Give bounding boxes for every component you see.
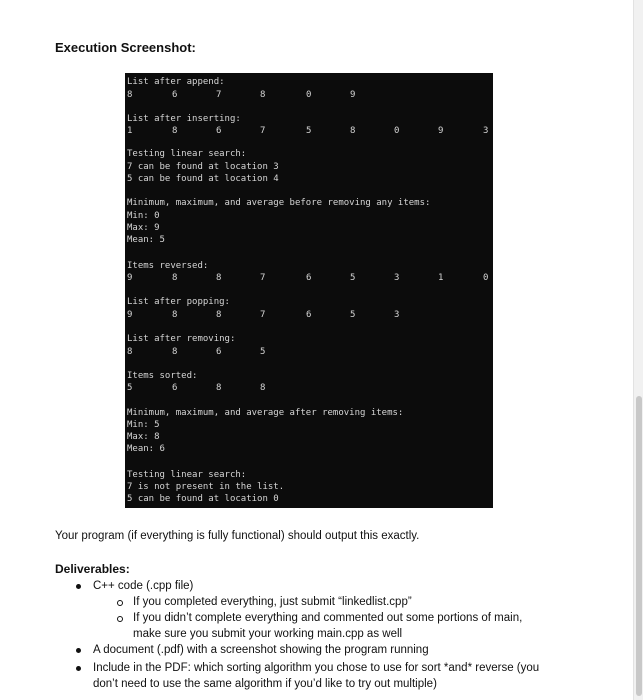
console-line: Testing linear search: (127, 149, 247, 159)
bullet-dot-icon (76, 648, 81, 653)
console-line: Max: 9 (127, 223, 160, 233)
console-value: 5 (127, 383, 133, 393)
console-line: List after inserting: (127, 114, 241, 124)
console-value: 8 (127, 347, 133, 357)
deliverable-item: If you didn’t complete everything and commented out some portions of main, (133, 612, 523, 624)
reversed-values (125, 272, 493, 284)
console-line: Items sorted: (127, 371, 198, 381)
console-line: List after removing: (127, 334, 236, 344)
console-value: 7 (260, 273, 266, 283)
console-line: Minimum, maximum, and average before removing any items: (127, 198, 431, 208)
console-value: 6 (172, 383, 178, 393)
console-value: 6 (306, 310, 312, 320)
console-line: 5 can be found at location 4 (127, 174, 279, 184)
console-value: 6 (216, 126, 222, 136)
console-value: 5 (350, 310, 356, 320)
console-line: Minimum, maximum, and average after removing items: (127, 408, 404, 418)
console-value: 5 (306, 126, 312, 136)
console-value: 1 (127, 126, 133, 136)
bullet-dot-icon (76, 666, 81, 671)
console-value: 8 (260, 383, 266, 393)
bullet-dot-icon (76, 584, 81, 589)
console-value: 3 (483, 126, 489, 136)
console-line: 7 is not present in the list. (127, 482, 285, 492)
console-value: 7 (260, 126, 266, 136)
console-line: 7 can be found at location 3 (127, 162, 279, 172)
console-value: 6 (216, 347, 222, 357)
console-value: 8 (260, 90, 266, 100)
console-value: 9 (438, 126, 444, 136)
console-line: Min: 5 (127, 420, 160, 430)
console-value: 3 (394, 310, 400, 320)
deliverable-item: Include in the PDF: which sorting algorithm you chose to use for sort *and* reverse (you (93, 662, 540, 674)
removing-values (125, 346, 493, 358)
console-value: 7 (260, 310, 266, 320)
sorted-values (125, 382, 493, 394)
console-value: 0 (483, 273, 489, 283)
console-value: 3 (394, 273, 400, 283)
console-value: 5 (260, 347, 266, 357)
deliverable-item: C++ code (.cpp file) (93, 580, 194, 592)
console-value: 9 (350, 90, 356, 100)
console-value: 6 (306, 273, 312, 283)
console-value: 8 (172, 273, 178, 283)
section-heading: Execution Screenshot: (55, 40, 196, 55)
console-value: 9 (127, 273, 133, 283)
console-value: 1 (438, 273, 444, 283)
deliverables-title: Deliverables: (55, 562, 130, 576)
deliverable-item: make sure you submit your working main.cpp as well (133, 628, 403, 640)
console-value: 8 (172, 126, 178, 136)
bullet-circle-icon (117, 600, 123, 606)
console-line: Mean: 5 (127, 235, 165, 245)
popping-values (125, 309, 493, 321)
console-value: 5 (350, 273, 356, 283)
console-screenshot (125, 73, 493, 508)
deliverable-item: If you completed everything, just submit “linkedlist.cpp” (133, 596, 412, 608)
console-value: 8 (172, 310, 178, 320)
console-line: Items reversed: (127, 261, 209, 271)
console-value: 8 (216, 310, 222, 320)
vertical-scrollbar[interactable] (633, 0, 643, 700)
console-value: 8 (216, 383, 222, 393)
console-value: 6 (172, 90, 178, 100)
deliverable-item: don’t need to use the same algorithm if you’d like to try out multiple) (93, 678, 437, 690)
console-value: 7 (216, 90, 222, 100)
console-value: 0 (394, 126, 400, 136)
append-values (125, 89, 493, 101)
deliverable-item: A document (.pdf) with a screenshot showing the program running (93, 644, 429, 656)
console-line: Mean: 6 (127, 444, 165, 454)
console-line: Max: 8 (127, 432, 160, 442)
console-value: 8 (172, 347, 178, 357)
console-line: Min: 0 (127, 211, 160, 221)
instruction-paragraph: Your program (if everything is fully functional) should output this exactly. (55, 530, 420, 542)
console-value: 8 (127, 90, 133, 100)
console-value: 0 (306, 90, 312, 100)
console-value: 8 (216, 273, 222, 283)
console-line: 5 can be found at location 0 (127, 494, 279, 504)
console-value: 9 (127, 310, 133, 320)
scrollbar-thumb[interactable] (636, 396, 642, 696)
console-line: List after popping: (127, 297, 230, 307)
console-line: List after append: (127, 77, 225, 87)
bullet-circle-icon (117, 616, 123, 622)
console-line: Testing linear search: (127, 470, 247, 480)
inserting-values (125, 125, 493, 137)
console-value: 8 (350, 126, 356, 136)
